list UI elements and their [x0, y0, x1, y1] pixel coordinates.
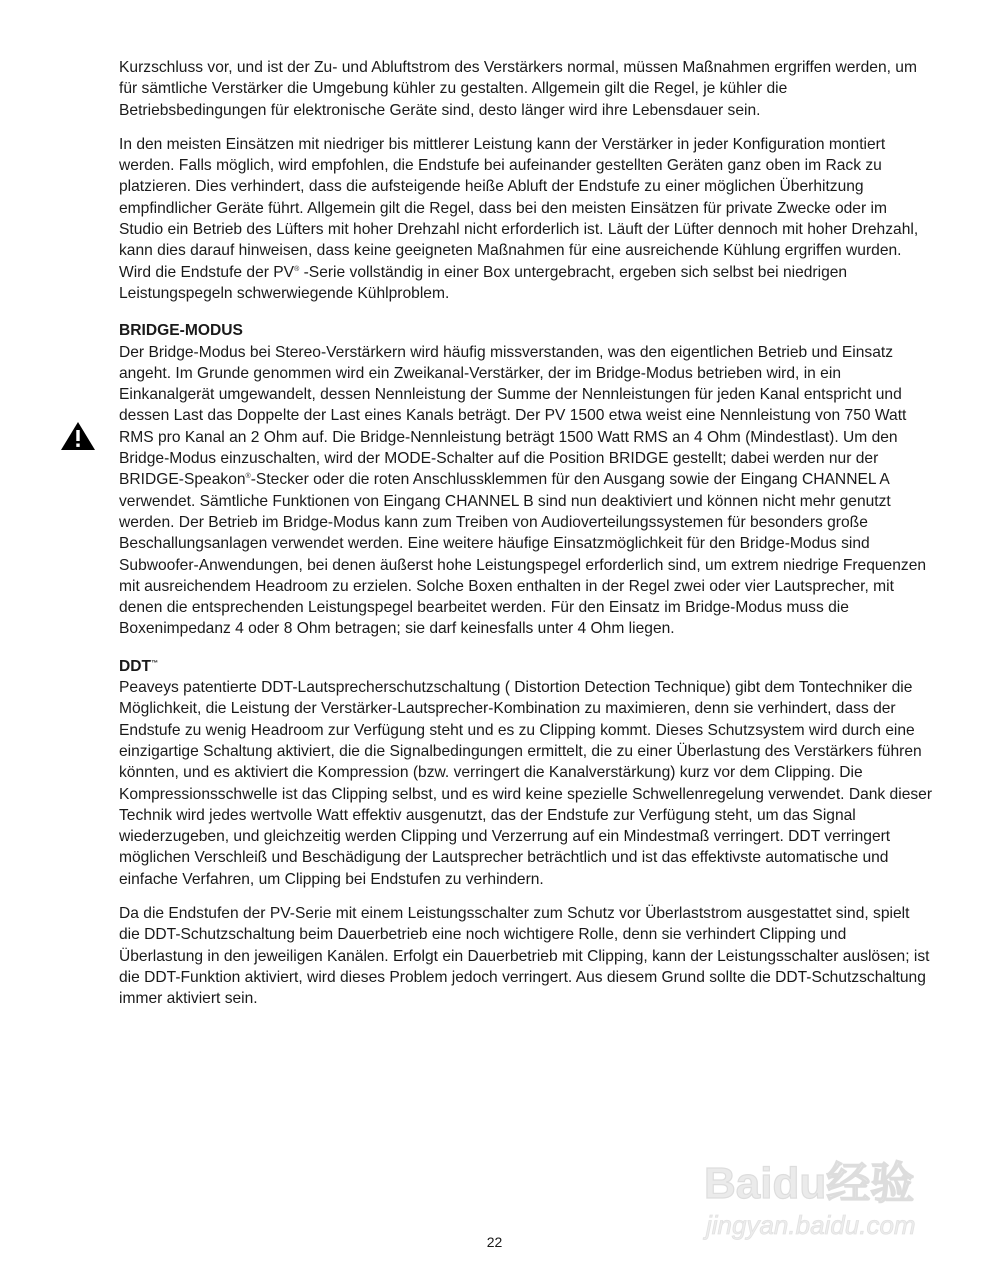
paragraph-rack-text-2: -Serie vollständig in einer Box untergebracht, ergeben sich selbst bei niedrigen Leistungspegeln schwerwiegende Kühlproblem.	[119, 263, 848, 302]
page-number: 22	[486, 1234, 503, 1250]
registered-mark: ®	[245, 473, 251, 481]
ddt-text-2: Da die Endstufen der PV-Serie mit einem Leistungsschalter zum Schutz vor Überlaststrom ausgestattet sind, spielt die DDT-Schutzschaltung beim Dauerbetrieb eine noch wichtigere Rolle, denn sie verhindert Clipping und Überlastung in den jeweiligen Kanälen. Erfolgt ein Dauerbetrieb mit Clipping, kann der Leistungsschalter auslösen; ist die DDT-Funktion aktiviert, wird dieses Problem jedoch verringert. Aus diesem Grund sollte die DDT-Schutzschaltung immer aktiviert sein.	[119, 904, 930, 1008]
bridge-mode-heading: BRIDGE-MODUS	[119, 322, 243, 340]
paragraph-cooling: Kurzschluss vor, und ist der Zu- und Abluftstrom des Verstärkers normal, müssen Maßnahmen ergriffen werden, um für sämtliche Verstärker die Umgebung kühler zu gestalten. Allgemein gilt die Regel, je kühler die Betriebsbedingungen für elektronische Geräte sind, desto länger wird ihre Lebensdauer sein.	[119, 59, 917, 119]
watermark-url: jingyan.baidu.com	[706, 1210, 916, 1240]
paragraph-rack-text-1: In den meisten Einsätzen mit niedriger bis mittlerer Leistung kann der Verstärker in jeder Konfiguration montiert werden. Falls möglich, wird empfohlen, die Endstufe bei aufeinander gestellten Geräten ganz oben im Rack zu platzieren. Dies verhindert, dass die aufsteigende heiße Abluft der Endstufe zu einer möglichen Überhitzung empfindlicher Geräte führt. Allgemein gilt die Regel, dass bei den meisten Einsätzen für private Zwecke oder im Studio ein Betrieb des Lüfters mit hoher Drehzahl nicht erforderlich ist. Läuft der Lüfter dennoch mit hoher Drehzahl, kann dies darauf hinweisen, dass keine geeigneten Maßnahmen für eine ausreichende Kühlung ergriffen wurden. Wird die Endstufe der PV	[119, 135, 919, 281]
ddt-heading	[119, 656, 934, 677]
warning-triangle-icon	[60, 421, 96, 451]
baidu-watermark	[700, 1152, 935, 1242]
document-body	[119, 57, 934, 1022]
registered-mark: ®	[294, 265, 300, 273]
bridge-text-2: -Stecker oder die roten Anschlussklemmen für den Ausgang sowie der Eingang CHANNEL A verwendet. Sämtliche Funktionen von Eingang CHANNEL B sind nun deaktiviert und können nicht mehr genutzt werden. Der Betrieb im Bridge-Modus kann zum Treiben von Audioverteilungssystemen für besonders große Beschallungsanlagen verwendet werden. Eine weitere häufige Einsatzmöglichkeit für den Bridge-Modus sind Subwoofer-Anwendungen, bei denen äußerst hohe Leistungspegel erforderlich sind, um extrem niedrige Frequenzen mit ausreichendem Headroom zu erzielen. Solche Boxen enthalten in der Regel zwei oder vier Lautsprecher, mit denen die entsprechenden Leistungspegel bearbeitet werden. Für den Einsatz im Bridge-Modus muss die Boxenimpedanz 4 oder 8 Ohm betragen; sie darf keinesfalls unter 4 Ohm liegen.	[119, 471, 927, 638]
ddt-section	[119, 656, 934, 1010]
ddt-heading-text: DDT	[119, 657, 152, 675]
bridge-text-1: Der Bridge-Modus bei Stereo-Verstärkern wird häufig missverstanden, was den eigentlichen Betrieb und Einsatz angeht. Im Grunde genommen wird ein Zweikanal-Verstärker, der im Bridge-Modus betrieben wird, in ein Einkanalgerät umgewandelt, dessen Nennleistung der Summe der Nennleistungen für jeden Kanal entspricht und dessen Last das Doppelte der Last eines Kanals beträgt. Der PV 1500 etwa weist eine Nennleistung von 750 Watt RMS pro Kanal an 2 Ohm auf. Die Bridge-Nennleistung beträgt 1500 Watt RMS an 4 Ohm (Mindestlast). Um den Bridge-Modus einzuschalten, wird der MODE-Schalter auf die Position BRIDGE gestellt; dabei werden nur der BRIDGE-Speakon	[119, 343, 907, 489]
ddt-text: Peaveys patentierte DDT-Lautsprecherschutzschaltung ( Distortion Detection Technique) gibt dem Tontechniker die Möglichkeit, die Leistung der Verstärker-Lautsprecher-Kombination zu maximieren, denn sie verhindert, dass der Endstufe zu wenig Headroom zur Verfügung steht und es zu Clipping kommt. Dieses Schutzsystem wird durch eine einzigartige Schaltung aktiviert, die die Signalbedingungen ermittelt, die zu einer Überlastung des Verstärkers führen könnten, und es aktiviert die Kompression (bzw. verringert die Kanalverstärkung) kurz vor dem Clipping. Die Kompressionsschwelle ist das Clipping selbst, und es wird keine spezielle Schwellenregelung verwendet. Dank dieser Technik wird jedes wertvolle Watt effektiv ausgenutzt, das der Endstufe zur Verfügung steht, um das Signal wiederzugeben, und gleichzeitig werden Clipping und Verzerrung auf ein Mindestmaß verringert. DDT verringert möglichen Verschleiß und Beschädigung der Lautsprecher beträchtlich und ist das effektivste automatische und einfache Verfahren, um Clipping bei Endstufen zu verhindern.	[119, 679, 933, 888]
trademark-mark: ™	[151, 659, 159, 667]
bridge-mode-text	[119, 342, 934, 640]
watermark-logo: Baidu经验	[704, 1159, 915, 1208]
paragraph-rack-placement	[119, 134, 934, 304]
bridge-mode-section	[119, 320, 934, 639]
